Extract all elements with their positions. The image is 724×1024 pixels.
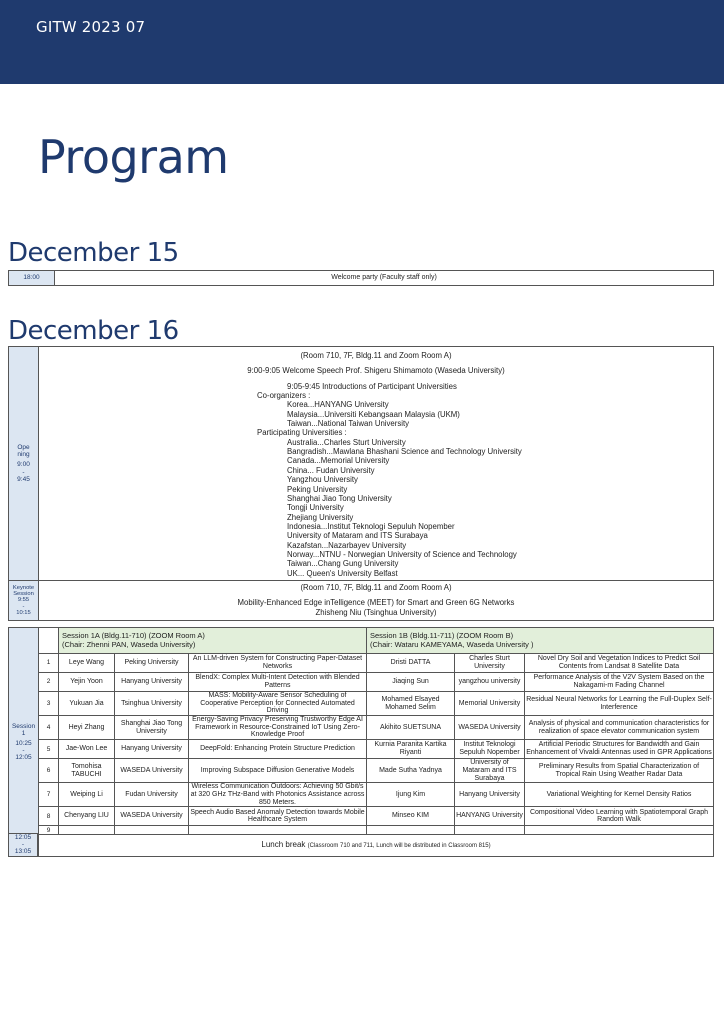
paper-title-a xyxy=(189,826,367,835)
presenter-a: Leye Wang xyxy=(59,654,115,673)
welcome-speech: 9:00-9:05 Welcome Speech Prof. Shigeru Shimamoto (Waseda University) xyxy=(247,366,505,376)
presenter-b: Akihito SUETSUNA xyxy=(367,716,455,740)
list-item: Norway...NTNU - Norwegian University of Science and Technology xyxy=(287,549,517,559)
session1a-header: Session 1A (Bldg.11-710) (ZOOM Room A) (Chair: Zhenni PAN, Waseda University) xyxy=(59,628,367,654)
lunch-time-cell: 12:05 - 13:05 xyxy=(8,833,38,857)
time-cell: 18:00 xyxy=(9,271,55,286)
opening-room: (Room 710, 7F, Bldg.11 and Zoom Room A) xyxy=(300,351,452,361)
university-b: Charles Sturt University xyxy=(455,654,525,673)
opening-end: 9:45 xyxy=(17,475,30,483)
university-a: Hanyang University xyxy=(115,740,189,759)
intro-line: 9:05-9:45 Introductions of Participant Universities xyxy=(287,381,457,391)
keynote-time: 9:55 - 10:15 xyxy=(16,597,31,617)
university-a: Fudan University xyxy=(115,783,189,807)
lunch-cell xyxy=(39,835,714,857)
keynote-label: Keynote Session xyxy=(12,584,35,597)
presenter-a: Tomohisa TABUCHI xyxy=(59,759,115,783)
presenter-b: Ijung Kim xyxy=(367,783,455,807)
lunch-row xyxy=(9,835,714,857)
keynote-content xyxy=(39,581,714,621)
university-a: WASEDA University xyxy=(115,807,189,826)
presenter-a: Weiping Li xyxy=(59,783,115,807)
list-item: UK... Queen's University Belfast xyxy=(287,568,398,578)
list-item: Malaysia...Universiti Kebangsaan Malaysia (UKM) xyxy=(287,409,460,419)
org-block xyxy=(39,382,713,578)
university-a: Hanyang University xyxy=(115,673,189,692)
paper-title-b: Variational Weighting for Kernel Density Ratios xyxy=(525,783,714,807)
university-b: Memorial University xyxy=(455,692,525,716)
coorg-list xyxy=(257,400,713,428)
table-row xyxy=(9,654,714,673)
presenter-b: Made Sutha Yadnya xyxy=(367,759,455,783)
session-header-row xyxy=(9,628,714,654)
presenter-b: Jiaqing Sun xyxy=(367,673,455,692)
list-item: Shanghai Jiao Tong University xyxy=(287,493,392,503)
paper-title-b: Novel Dry Soil and Vegetation Indices to Predict Soil Contents from Landsat 8 Satellite Data xyxy=(525,654,714,673)
university-a: Shanghai Jiao Tong University xyxy=(115,716,189,740)
session1-label: Session 1 xyxy=(11,722,36,737)
row-number: 9 xyxy=(39,826,59,835)
table-row xyxy=(9,826,714,835)
paper-title-b: Artificial Periodic Structures for Bandwidth and Gain Enhancement of Vivaldi Antennas used in GPR Applications xyxy=(525,740,714,759)
row-number: 5 xyxy=(39,740,59,759)
paper-title-a: MASS: Mobility-Aware Sensor Scheduling of Cooperative Perception for Connected Automated Driving xyxy=(189,692,367,716)
opening-content xyxy=(39,347,714,581)
list-item: Taiwan...Chang Gung University xyxy=(287,559,399,569)
keynote-room: (Room 710, 7F, Bldg.11 and Zoom Room A) xyxy=(300,583,452,593)
university-b: University of Mataram and ITS Surabaya xyxy=(455,759,525,783)
table-row xyxy=(9,759,714,783)
presenter-b: Dristi DATTA xyxy=(367,654,455,673)
paper-title-a: BlendX: Complex Multi-Intent Detection with Blended Patterns xyxy=(189,673,367,692)
opening-time-cell xyxy=(9,347,39,581)
keynote-time-cell xyxy=(9,581,39,621)
list-item: Zhejiang University xyxy=(287,512,354,522)
university-b xyxy=(455,826,525,835)
participants-label: Participating Universities : xyxy=(257,428,347,438)
row-number: 8 xyxy=(39,807,59,826)
presenter-b: Kurnia Paranita Kartika Riyanti xyxy=(367,740,455,759)
list-item: Korea...HANYANG University xyxy=(287,400,389,410)
university-b: Hanyang University xyxy=(455,783,525,807)
list-item: Tongji University xyxy=(287,503,344,513)
list-item: Bangradish...Mawlana Bhashani Science and Technology University xyxy=(287,447,522,457)
paper-title-a: Improving Subspace Diffusion Generative Models xyxy=(189,759,367,783)
table-row xyxy=(9,271,714,286)
keynote-row xyxy=(9,581,714,621)
blank-cell xyxy=(39,628,59,654)
paper-title-b: Compositional Video Learning with Spatiotemporal Graph Random Walk xyxy=(525,807,714,826)
list-item: China... Fudan University xyxy=(287,465,375,475)
university-b: yangzhou university xyxy=(455,673,525,692)
session1-time-cell xyxy=(9,628,39,857)
keynote-speaker: Zhisheng Niu (Tsinghua University) xyxy=(315,607,437,617)
presenter-a xyxy=(59,826,115,835)
row-number: 6 xyxy=(39,759,59,783)
paper-title-a: DeepFold: Enhancing Protein Structure Prediction xyxy=(189,740,367,759)
row-number: 1 xyxy=(39,654,59,673)
opening-sep: - xyxy=(22,468,25,476)
university-a xyxy=(115,826,189,835)
paper-title-b xyxy=(525,826,714,835)
presenter-a: Jae-Won Lee xyxy=(59,740,115,759)
presenter-b: Mohamed Elsayed Mohamed Selim xyxy=(367,692,455,716)
coorg-label: Co-organizers : xyxy=(257,391,311,401)
list-item: Australia...Charles Sturt University xyxy=(287,437,406,447)
row-number: 7 xyxy=(39,783,59,807)
presenter-a: Yejin Yoon xyxy=(59,673,115,692)
list-item: University of Mataram and ITS Surabaya xyxy=(287,531,428,541)
event-cell: Welcome party (Faculty staff only) xyxy=(55,271,714,286)
paper-title-b: Performance Analysis of the V2V System Based on the Nakagami-m Fading Channel xyxy=(525,673,714,692)
presenter-a: Heyi Zhang xyxy=(59,716,115,740)
day-heading-dec16: December 16 xyxy=(8,316,179,346)
session1b-header: Session 1B (Bldg.11-711) (ZOOM Room B) (Chair: Wataru KAMEYAMA, Waseda University ) xyxy=(367,628,714,654)
table-row xyxy=(9,673,714,692)
university-a: Peking University xyxy=(115,654,189,673)
list-item: Yangzhou University xyxy=(287,475,358,485)
university-a: Tsinghua University xyxy=(115,692,189,716)
row-number: 2 xyxy=(39,673,59,692)
paper-title-a: Wireless Communication Outdoors: Achieving 50 Gbit/s at 320 GHz THz-Band with Photonics Assistance across 850 Meters. xyxy=(189,783,367,807)
dec16-plenary-table xyxy=(8,346,714,621)
dec15-table xyxy=(8,270,714,286)
lunch-label: Lunch break xyxy=(261,840,306,850)
presenter-b xyxy=(367,826,455,835)
university-b: Institut Teknologi Sepuluh Nopember xyxy=(455,740,525,759)
opening-label: Ope ning xyxy=(17,444,30,459)
table-row xyxy=(9,692,714,716)
paper-title-a: An LLM-driven System for Constructing Paper-Dataset Networks xyxy=(189,654,367,673)
presenter-a: Yukuan Jia xyxy=(59,692,115,716)
list-item: Canada...Memorial University xyxy=(287,456,390,466)
university-a: WASEDA University xyxy=(115,759,189,783)
presenter-b: Minseo KIM xyxy=(367,807,455,826)
opening-start: 9:00 xyxy=(17,461,30,469)
lunch-note: (Classroom 710 and 711, Lunch will be distributed in Classroom 815) xyxy=(307,843,491,850)
row-number: 3 xyxy=(39,692,59,716)
session1-table xyxy=(8,627,714,857)
paper-title-b: Residual Neural Networks for Learning the Full-Duplex Self-Interference xyxy=(525,692,714,716)
university-b: WASEDA University xyxy=(455,716,525,740)
row-number: 4 xyxy=(39,716,59,740)
participants-list xyxy=(257,438,713,578)
header-banner xyxy=(0,0,724,84)
paper-title-b: Analysis of physical and communication characteristics for realization of space elevator communication system xyxy=(525,716,714,740)
day-heading-dec15: December 15 xyxy=(8,238,179,268)
list-item: Taiwan...National Taiwan University xyxy=(287,419,410,429)
opening-row xyxy=(9,347,714,581)
table-row xyxy=(9,807,714,826)
keynote-title: Mobility-Enhanced Edge inTelligence (MEET) for Smart and Green 6G Networks xyxy=(237,598,515,608)
banner-title: GITW 2023 07 xyxy=(36,18,146,36)
paper-title-b: Preliminary Results from Spatial Characterization of Tropical Rain Using Weather Radar Data xyxy=(525,759,714,783)
table-row xyxy=(9,716,714,740)
list-item: Kazafstan...Nazarbayev University xyxy=(287,540,407,550)
paper-title-a: Speech Audio Based Anomaly Detection towards Mobile Healthcare System xyxy=(189,807,367,826)
page-title: Program xyxy=(38,130,229,184)
table-row xyxy=(9,783,714,807)
paper-title-a: Energy-Saving Privacy Preserving Trustworthy Edge AI Framework in Resource-Constrained IoT Using Zero-Knowledge Proof xyxy=(189,716,367,740)
session1-time: 10:25 - 12:05 xyxy=(15,740,32,762)
list-item: Indonesia...Institut Teknologi Sepuluh Nopember xyxy=(287,521,455,531)
university-b: HANYANG University xyxy=(455,807,525,826)
list-item: Peking University xyxy=(287,484,348,494)
presenter-a: Chenyang LIU xyxy=(59,807,115,826)
table-row xyxy=(9,740,714,759)
